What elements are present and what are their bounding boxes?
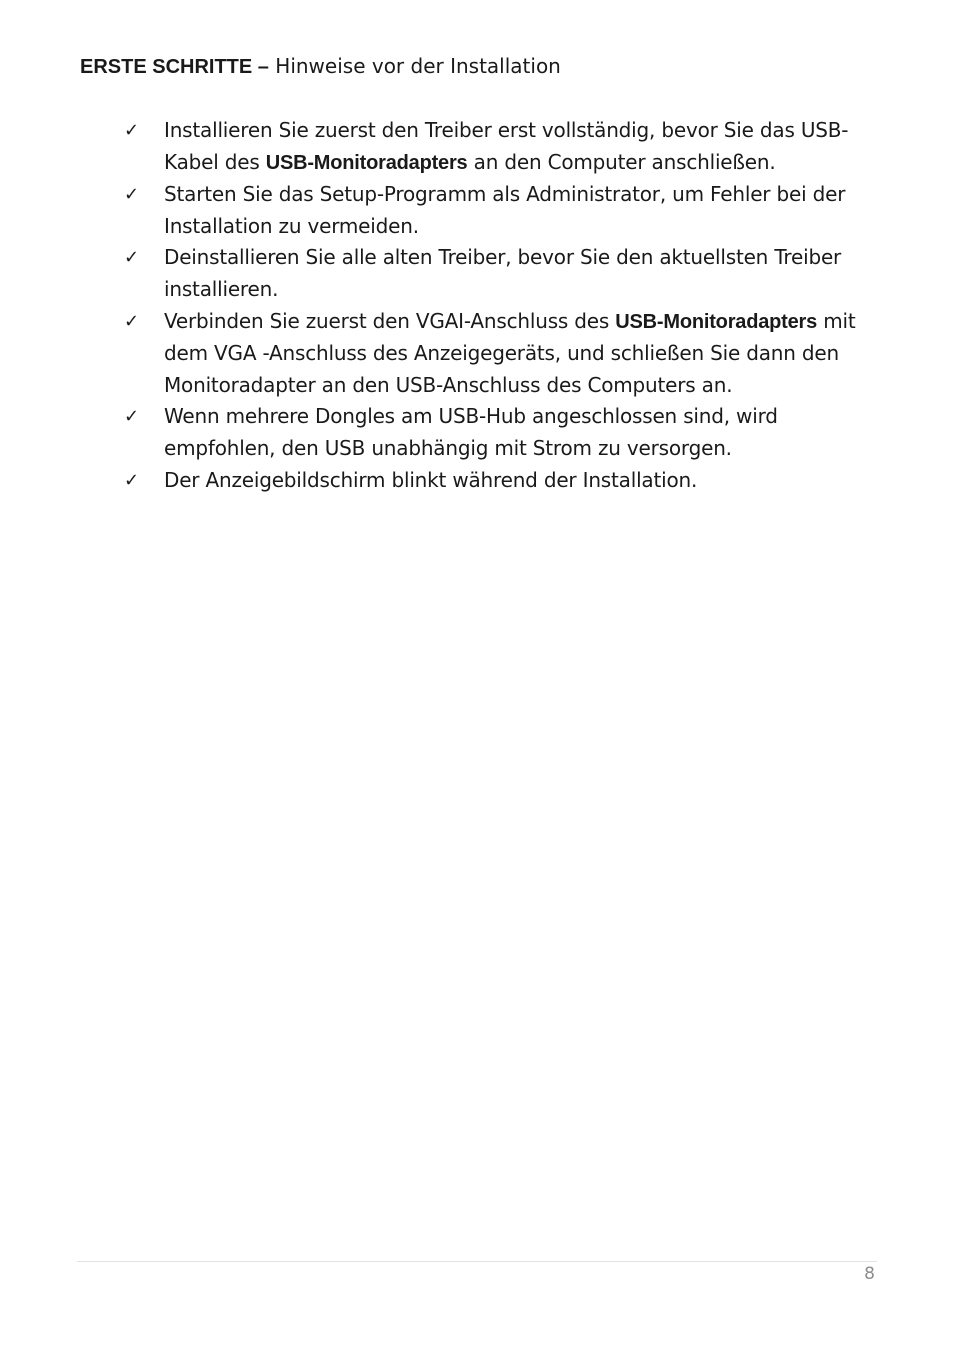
item-text: Der Anzeigebildschirm blinkt während der Installation. (164, 467, 698, 492)
check-mark-icon: ✓ (124, 184, 139, 206)
checklist-item (124, 401, 884, 464)
check-mark-icon: ✓ (124, 469, 139, 491)
item-text: Starten Sie das Setup-Programm als Administrator, um Fehler bei der Installation zu vermeiden. (164, 182, 846, 238)
item-text: mit dem VGA -Anschluss des Anzeigegeräts, und schließen Sie dann den Monitoradapter an den USB-Anschluss des Computers an. (164, 308, 856, 397)
item-text: Verbinden Sie zuerst den VGAI-Anschluss des (164, 308, 616, 333)
check-mark-icon: ✓ (124, 310, 139, 332)
page-number: 8 (864, 1264, 875, 1284)
check-mark-icon: ✓ (124, 247, 139, 269)
item-text: Wenn mehrere Dongles am USB-Hub angeschlossen sind, wird empfohlen, den USB unabhängig mit Strom zu versorgen. (164, 404, 778, 460)
checklist-item (124, 242, 884, 305)
footer-divider (77, 1261, 877, 1262)
installation-checklist (124, 115, 884, 496)
heading-rest: Hinweise vor der Installation (268, 54, 561, 78)
checklist-item (124, 179, 884, 242)
item-text: Installieren Sie zuerst den Treiber erst vollständig, bevor Sie das USB-Kabel des (164, 118, 849, 174)
item-text: an den Computer anschließen. (467, 149, 776, 174)
check-mark-icon: ✓ (124, 120, 139, 141)
checklist-item (124, 306, 884, 402)
checklist-item (124, 115, 884, 179)
heading-bold: ERSTE SCHRITTE – (80, 56, 269, 78)
checklist-item (124, 465, 884, 497)
item-text: Deinstallieren Sie alle alten Treiber, bevor Sie den aktuellsten Treiber installieren. (164, 245, 842, 301)
check-mark-icon: ✓ (124, 406, 139, 428)
item-emphasis: USB-Monitoradapters (615, 310, 818, 333)
page-heading (80, 52, 561, 81)
item-emphasis: USB-Monitoradapters (265, 151, 468, 174)
